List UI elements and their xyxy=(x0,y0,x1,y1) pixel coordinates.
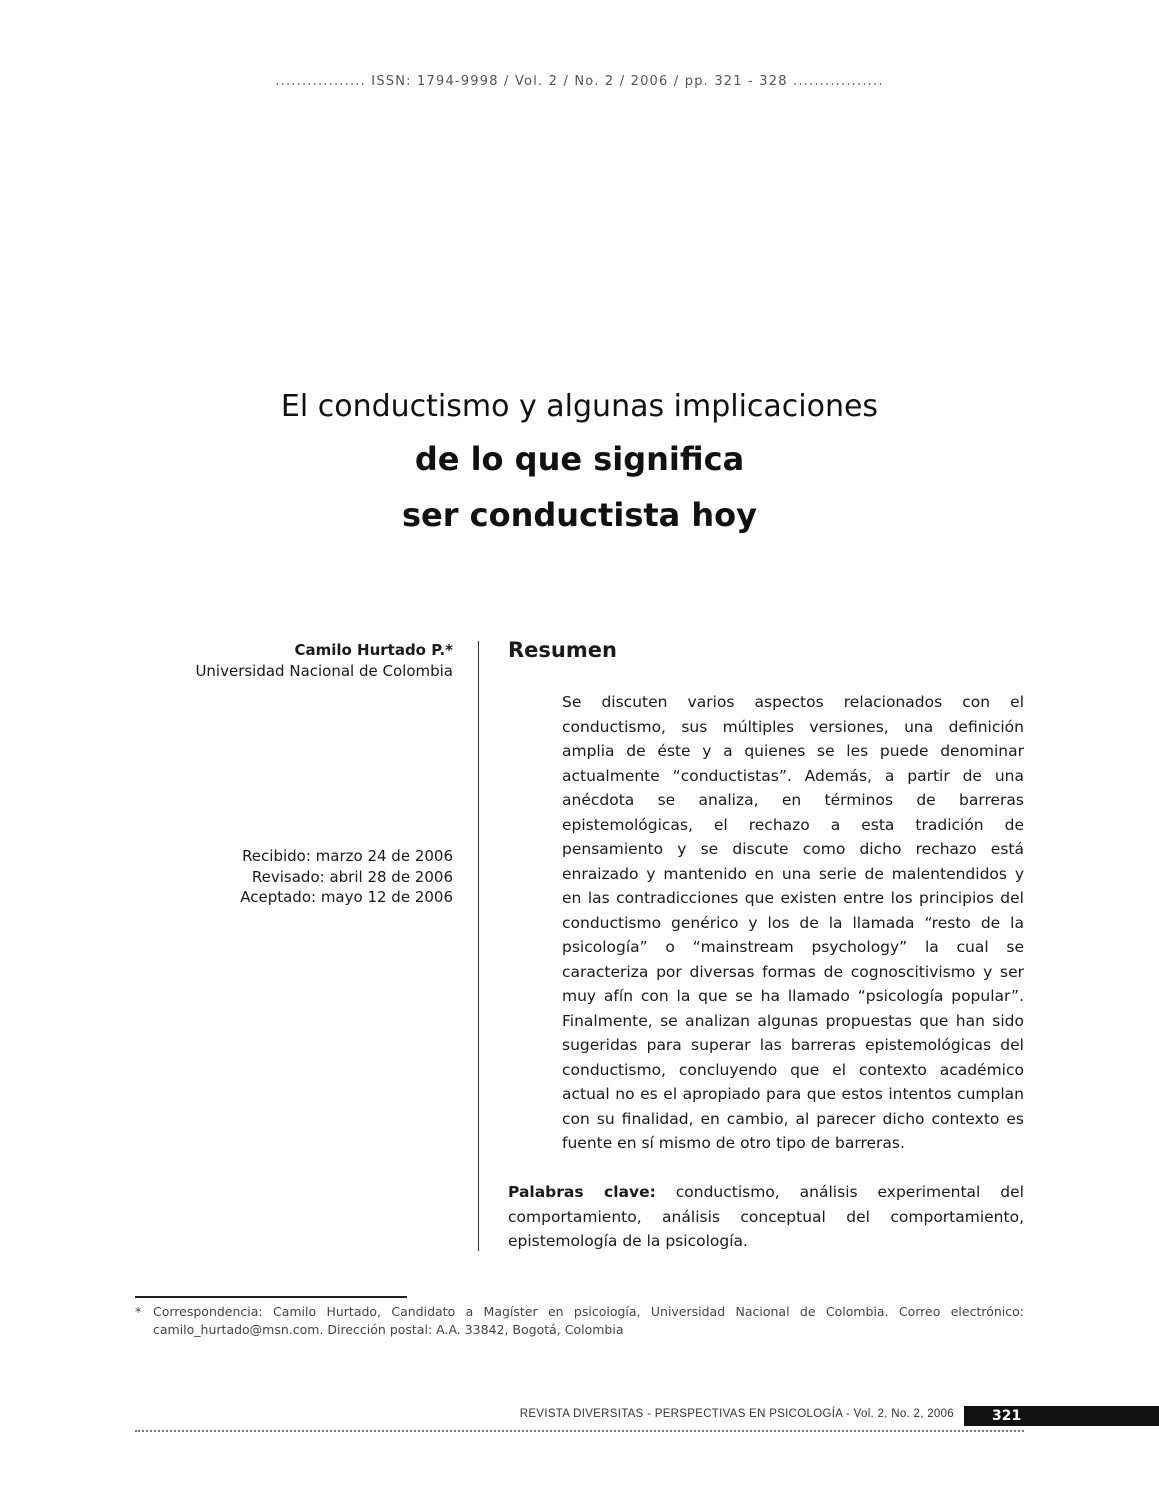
issn-header: ................. ISSN: 1794-9998 / Vol. 2 / No. 2 / 2006 / pp. 321 - 328 ................. xyxy=(275,74,884,89)
abstract-body xyxy=(562,690,1024,1156)
footnote-text: Correspondencia: Camilo Hurtado, Candidato a Magíster en psicología, Universidad Nacional de Colombia. Correo electrónico: camilo_hurtado@msn.com. Dirección postal: A.A. 33842, Bogotá, Colombia xyxy=(153,1304,1024,1337)
date-accepted: Aceptado: mayo 12 de 2006 xyxy=(240,888,453,906)
date-revised: Revisado: abril 28 de 2006 xyxy=(251,867,453,886)
keywords-label: Palabras clave: xyxy=(508,1183,656,1201)
author-name: Camilo Hurtado P.* xyxy=(294,641,453,659)
footnote-marker: * xyxy=(135,1304,142,1319)
keywords-text: conductismo, análisis experimental del comportamiento, análisis conceptual del comportamiento, epistemología de la psicología. xyxy=(508,1183,1024,1250)
abstract-text: Se discuten varios aspectos relacionados con el conductismo, sus múltiples versiones, una definición amplia de éste y a quienes se les puede denominar actualmente “conductistas”. Además, a partir de una anécdota se analiza, en términos de barreras epistemológicas, el rechazo a esta tradición de pensamiento y se discute como dicho rechazo está enraizado y mantenido en una serie de malentendidos y en las contradicciones que existen entre los principios del conductismo genérico y los de la llamada “resto de la psicología” o “mainstream psychology” la cual se caracteriza por diversas formas de cognoscitivismo y ser muy afín con la que se ha llamado “psicología popular”. Finalmente, se analizan algunas propuestas que han sido sugeridas para superar las barreras epistemológicas del conductismo, concluyendo que el contexto académico actual no es el apropiado para que estos intentos cumplan con su finalidad, en cambio, al parecer dicho contexto es fuente en sí mismo de otro tipo de barreras. xyxy=(562,693,1024,1152)
page-number: 321 xyxy=(992,1408,1022,1424)
title-line-1: El conductismo y algunas implicaciones xyxy=(280,389,879,424)
page-number-box xyxy=(964,1406,1159,1426)
title-line-3: ser conductista hoy xyxy=(401,496,758,534)
article-title xyxy=(0,383,1159,543)
footnote xyxy=(135,1303,1024,1339)
footer-journal-name: REVISTA DIVERSITAS - PERSPECTIVAS EN PSICOLOGÍA - Vol. 2, No. 2, 2006 xyxy=(519,1408,954,1420)
submission-dates xyxy=(100,846,453,908)
footer-dotted-rule xyxy=(135,1430,1024,1432)
abstract-heading: Resumen xyxy=(508,638,617,662)
keywords xyxy=(508,1180,1024,1254)
author-affiliation: Universidad Nacional de Colombia xyxy=(195,662,453,680)
column-divider xyxy=(478,641,479,1251)
date-received: Recibido: marzo 24 de 2006 xyxy=(242,847,453,865)
author-block xyxy=(100,640,453,682)
title-line-2: de lo que significa xyxy=(414,440,745,478)
footnote-rule xyxy=(135,1296,407,1298)
